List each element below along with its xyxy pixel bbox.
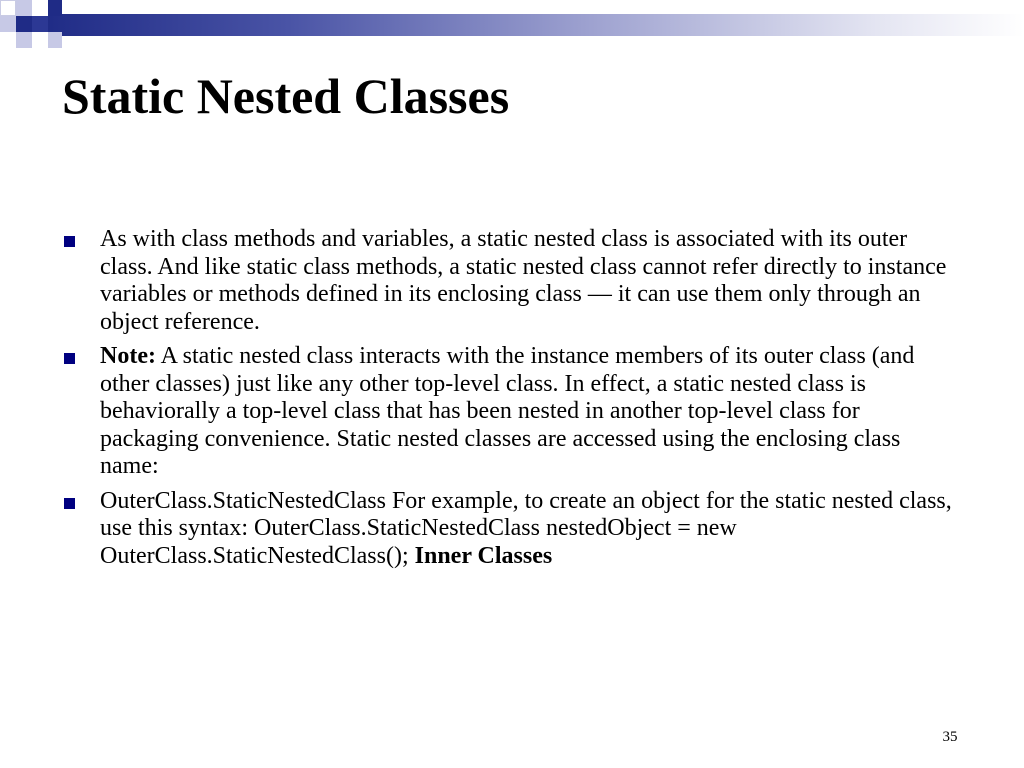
bullet-item <box>62 488 962 571</box>
header-checker-square <box>16 16 32 32</box>
square-bullet-icon <box>64 498 75 509</box>
slide-title: Static Nested Classes <box>62 68 510 124</box>
page-number: 35 <box>942 729 958 745</box>
bullet-item <box>62 343 962 481</box>
bullet-text: OuterClass.StaticNestedClass For example, to create an object for the static nested class, use this syntax: OuterClass.StaticNestedClass nestedObject = new OuterClass.StaticNestedClass(); <box>100 487 952 569</box>
header-checker-square <box>0 16 16 32</box>
square-bullet-icon <box>64 353 75 364</box>
header-checker-square <box>48 0 62 16</box>
header-checker-square <box>32 32 48 48</box>
header-gradient-bar <box>44 14 1024 36</box>
header-checker-square <box>0 32 16 48</box>
header-checker-square <box>16 0 32 16</box>
bullet-trail-bold: Inner Classes <box>414 542 553 569</box>
bullet-lead-bold: Note: <box>100 343 156 369</box>
header-checker-square <box>32 0 48 16</box>
square-bullet-icon <box>64 236 75 247</box>
header-checker-square <box>0 0 16 16</box>
header-checker-square <box>48 32 62 48</box>
header-checker-square <box>16 32 32 48</box>
header-checker-square <box>32 16 48 32</box>
bullet-item <box>62 226 962 336</box>
bullet-text: As with class methods and variables, a static nested class is associated with its outer class. And like static class methods, a static nested class cannot refer directly to instance variables or methods defined in its enclosing class — it can use them only through an object reference. <box>100 226 947 335</box>
bullet-text: A static nested class interacts with the instance members of its outer class (and other classes) just like any other top-level class. In effect, a static nested class is behaviorally a top-level class that has been nested in another top-level class for packaging convenience. Static nested classes are accessed using the enclosing class name: <box>100 343 915 479</box>
bullet-list <box>62 226 962 577</box>
